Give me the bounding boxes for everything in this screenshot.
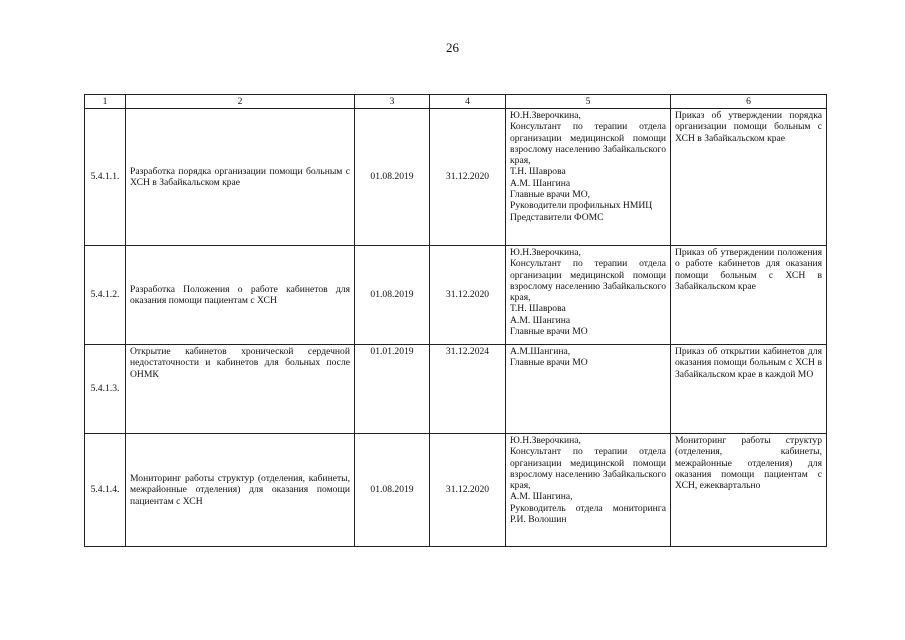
responsible-line: Т.Н. Шаврова — [510, 303, 566, 315]
expected-result: Приказ об утверждении порядка организации помощи больным с ХСН в Забайкальском крае — [671, 109, 827, 246]
end-date: 31.12.2024 — [430, 345, 506, 434]
responsible-line: Главные врачи МО — [510, 326, 588, 338]
item-number: 5.4.1.2. — [85, 246, 126, 345]
item-number: 5.4.1.4. — [85, 434, 126, 547]
responsible-line: Главные врачи МО, — [510, 189, 591, 201]
column-header: 6 — [671, 95, 827, 109]
responsible-line: Ю.Н.Зверочкина, — [510, 247, 581, 258]
column-header: 5 — [506, 95, 671, 109]
responsible-persons — [506, 434, 671, 547]
task-description: Разработка Положения о работе кабинетов для оказания помощи пациентам с ХСН — [126, 246, 355, 345]
item-number: 5.4.1.3. — [85, 345, 126, 434]
responsible-line: Т.Н. Шаврова — [510, 166, 566, 178]
action-plan-table — [84, 94, 827, 547]
column-header: 4 — [430, 95, 506, 109]
responsible-line: Консультант по терапии отдела организации медицинской помощи взрослому населению Забайкальского края, — [510, 258, 666, 304]
end-date: 31.12.2020 — [430, 246, 506, 345]
end-date: 31.12.2020 — [430, 109, 506, 246]
start-date: 01.08.2019 — [355, 434, 430, 547]
task-description: Разработка порядка организации помощи больным с ХСН в Забайкальском крае — [126, 109, 355, 246]
start-date: 01.08.2019 — [355, 109, 430, 246]
expected-result: Мониторинг работы структур (отделения, кабинеты, межрайонные отделения) для оказания помощи пациентам с ХСН, ежеквартально — [671, 434, 827, 547]
header-row — [85, 95, 827, 109]
responsible-line: Руководитель отдела мониторинга Р.И. Волошин — [510, 502, 666, 526]
end-date: 31.12.2020 — [430, 434, 506, 547]
task-description: Мониторинг работы структур (отделения, кабинеты, межрайонные отделения) для оказания помощи пациентам с ХСН — [126, 434, 355, 547]
responsible-line: А.М.Шангина, — [510, 346, 571, 357]
expected-result: Приказ об открытии кабинетов для оказания помощи больным с ХСН в Забайкальском крае в каждой МО — [671, 345, 827, 434]
table-row — [85, 345, 827, 434]
responsible-line: Консультант по терапии отдела организации медицинской помощи взрослому населению Забайкальского края, — [510, 446, 666, 492]
column-header: 2 — [126, 95, 355, 109]
responsible-line: Руководители профильных НМИЦ — [510, 200, 653, 212]
table-row — [85, 434, 827, 547]
expected-result: Приказ об утверждении положения о работе кабинетов для оказания помощи больным с ХСН в Забайкальском крае — [671, 246, 827, 345]
responsible-persons — [506, 246, 671, 345]
start-date: 01.08.2019 — [355, 246, 430, 345]
responsible-line: А.М. Шангина, — [510, 491, 573, 503]
table-row — [85, 246, 827, 345]
page-number: 26 — [446, 40, 459, 55]
responsible-line: Представители ФОМС — [510, 211, 604, 223]
column-header: 1 — [85, 95, 126, 109]
column-header: 3 — [355, 95, 430, 109]
item-number: 5.4.1.1. — [85, 109, 126, 246]
responsible-line: А.М. Шангина — [510, 177, 571, 189]
responsible-line: Ю.Н.Зверочкина, — [510, 435, 581, 446]
responsible-line: Ю.Н.Зверочкина, — [510, 110, 581, 121]
responsible-persons — [506, 109, 671, 246]
task-description: Открытие кабинетов хронической сердечной недостаточности и кабинетов для больных после ОНМК — [126, 345, 355, 434]
table-row — [85, 109, 827, 246]
responsible-line: Консультант по терапии отдела организации медицинской помощи взрослому населению Забайкальского края, — [510, 121, 666, 167]
responsible-line: А.М. Шангина — [510, 314, 571, 326]
start-date: 01.01.2019 — [355, 345, 430, 434]
responsible-line: Главные врачи МО — [510, 357, 588, 369]
responsible-persons — [506, 345, 671, 434]
